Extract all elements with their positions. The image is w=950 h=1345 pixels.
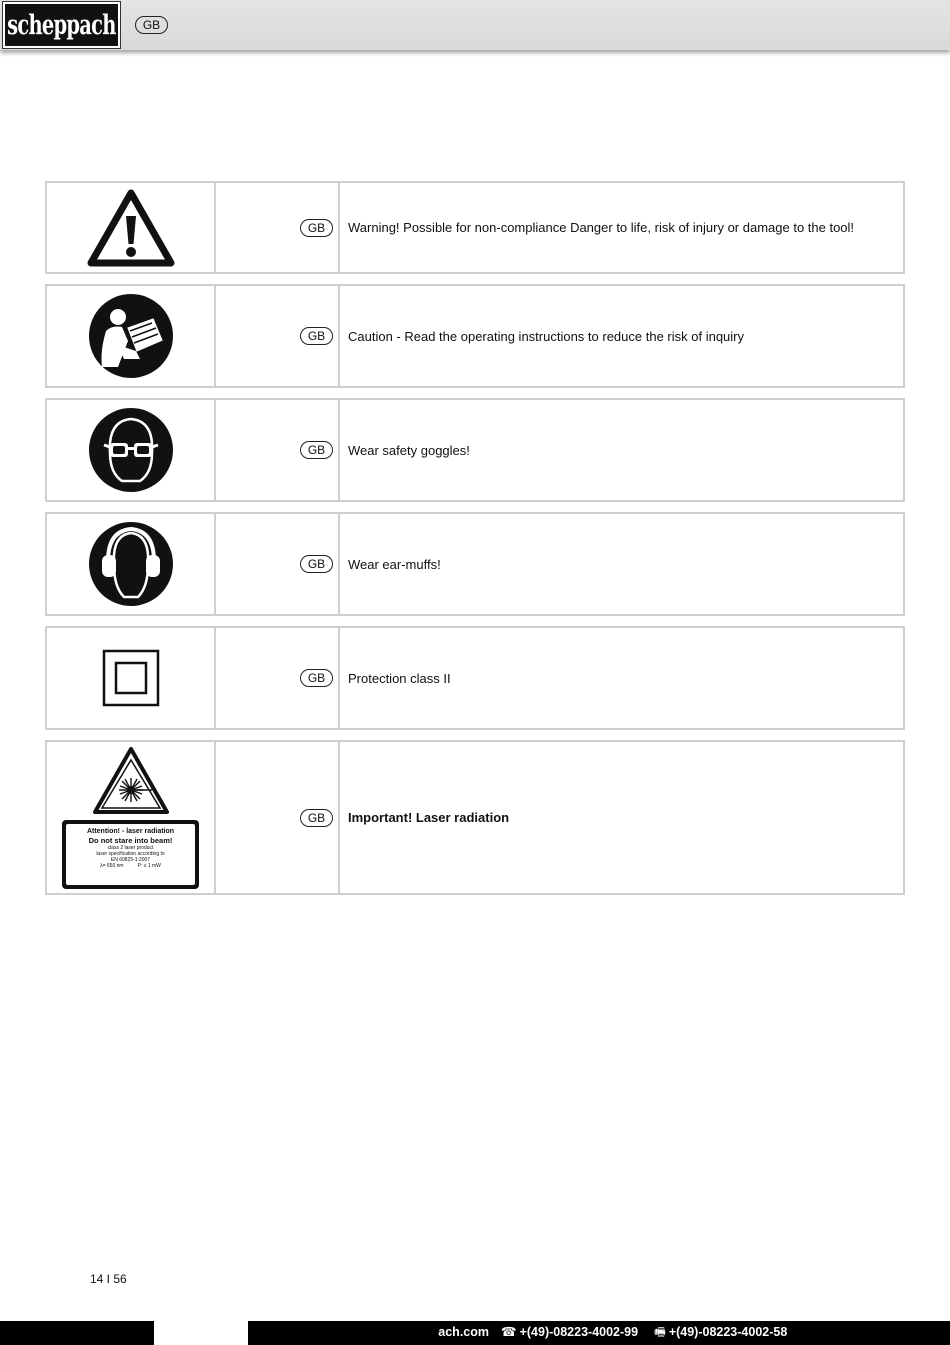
language-cell: [216, 514, 340, 614]
symbol-icon-cell: [47, 628, 216, 728]
symbol-icon-cell: [47, 514, 216, 614]
laser-warning-label: [62, 820, 199, 889]
warning-triangle-icon: [87, 189, 175, 267]
symbol-description: Warning! Possible for non-compliance Danger to life, risk of injury or damage to the tool!: [348, 220, 855, 235]
symbol-row-ear-muffs: [45, 512, 905, 616]
symbol-icon-cell: [47, 286, 216, 386]
footer-phone: [501, 1321, 638, 1343]
laser-label-wavelength: λ= 650 nm: [100, 863, 124, 869]
symbol-row-warning: [45, 181, 905, 274]
scheppach-logo: scheppach: [3, 2, 120, 48]
language-badge: GB: [300, 809, 333, 827]
footer-phone-number: +(49)-08223-4002-99: [519, 1325, 639, 1339]
laser-label-power: P: ≤ 1 mW: [137, 863, 161, 869]
symbol-icon-cell: [47, 400, 216, 500]
protection-class-ii-icon: [102, 649, 160, 707]
read-manual-icon: [88, 293, 174, 379]
language-cell: [216, 628, 340, 728]
symbol-row-read-manual: [45, 284, 905, 388]
language-badge: GB: [300, 669, 333, 687]
symbol-icon-cell: [47, 742, 216, 893]
footer-fax-number: +(49)-08223-4002-58: [668, 1325, 788, 1339]
symbol-description: Caution - Read the operating instructions to reduce the risk of inquiry: [348, 328, 744, 344]
page-header: [0, 0, 950, 50]
symbol-description: Important! Laser radiation: [348, 810, 510, 825]
phone-icon: ☎: [501, 1325, 517, 1339]
footer-bar: [248, 1321, 950, 1345]
symbol-description: Protection class II: [348, 670, 451, 686]
language-badge: GB: [300, 219, 333, 237]
symbol-row-protection-class: [45, 626, 905, 730]
laser-label-line: Do not stare into beam!: [88, 836, 173, 845]
language-badge: GB: [135, 16, 168, 34]
symbol-description: Wear safety goggles!: [348, 442, 470, 458]
page-number: 14 I 56: [90, 1272, 127, 1286]
laser-label-line: class 2 laser product: [107, 845, 154, 851]
symbol-icon-cell: [47, 183, 216, 272]
laser-label-line: laser specification according to: [96, 851, 165, 857]
laser-warning-icon: [92, 746, 170, 816]
language-cell: [216, 742, 340, 893]
language-badge: GB: [300, 327, 333, 345]
fax-icon: 🖷: [654, 1325, 666, 1339]
laser-label-line: Attention! - laser radiation: [86, 828, 175, 835]
language-badge: GB: [300, 441, 333, 459]
ear-muffs-icon: [88, 521, 174, 607]
language-badge: GB: [300, 555, 333, 573]
language-cell: [216, 183, 340, 272]
safety-goggles-icon: [88, 407, 174, 493]
laser-label-line: EN 60825-1:2007: [110, 857, 151, 863]
symbol-description: Wear ear-muffs!: [348, 556, 441, 572]
language-cell: [216, 286, 340, 386]
footer-bar-left: [0, 1321, 154, 1345]
language-cell: [216, 400, 340, 500]
symbol-row-laser: [45, 740, 905, 895]
symbol-row-safety-goggles: [45, 398, 905, 502]
footer-fax: [654, 1321, 787, 1343]
footer-website: ach.com: [438, 1325, 489, 1339]
